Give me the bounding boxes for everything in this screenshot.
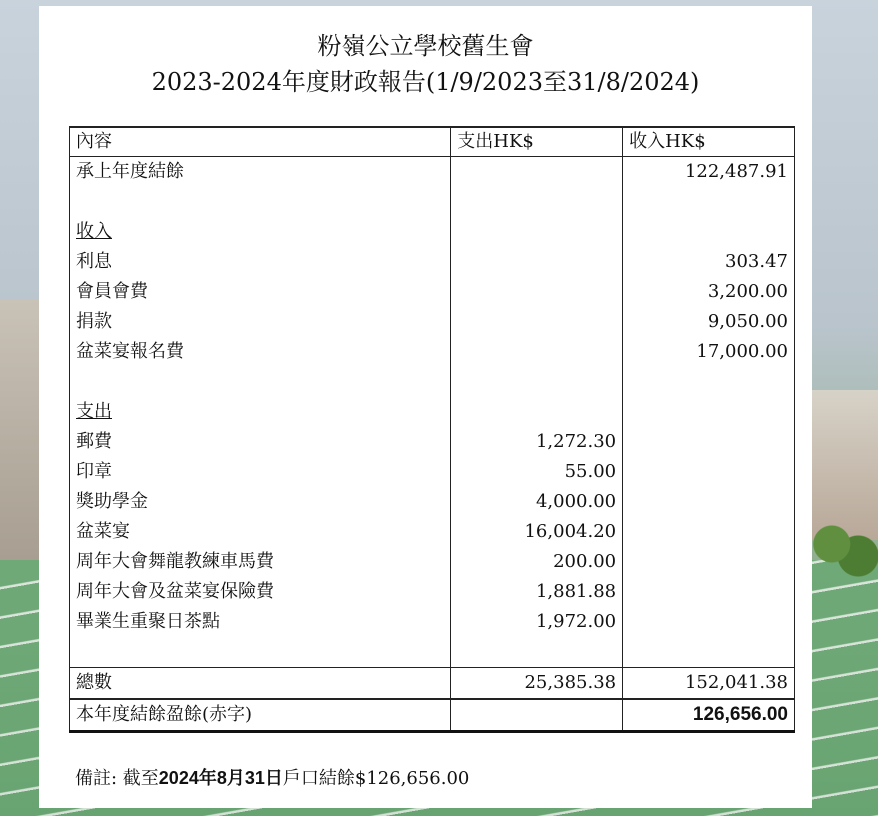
section-heading-row [70,217,795,247]
table-row [70,337,795,367]
header-item: 內容 [70,127,451,157]
table-row [70,427,795,457]
table-row [70,547,795,577]
row-expense: 1,272.30 [451,427,623,457]
row-income: 9,050.00 [623,307,795,337]
table-row [70,607,795,637]
note-suffix: 戶口結餘$126,656.00 [282,768,470,789]
row-expense: 16,004.20 [451,517,623,547]
section-heading-row [70,397,795,427]
report-document [39,6,812,808]
surplus-income: 126,656.00 [623,699,795,732]
row-expense [451,157,623,188]
background-trees [812,520,878,580]
header-expense: 支出HK$ [451,127,623,157]
table-row [70,307,795,337]
row-label: 盆菜宴 [70,517,451,547]
income-heading: 收入 [70,217,451,247]
row-income: 303.47 [623,247,795,277]
expense-heading: 支出 [70,397,451,427]
row-expense: 4,000.00 [451,487,623,517]
row-label: 周年大會舞龍教練車馬費 [70,547,451,577]
table-row [70,277,795,307]
row-label: 承上年度結餘 [70,157,451,188]
total-row [70,668,795,700]
total-expense: 25,385.38 [451,668,623,700]
surplus-expense [451,699,623,732]
spacer-row [70,187,795,217]
spacer-row [70,367,795,397]
total-income: 152,041.38 [623,668,795,700]
row-label: 盆菜宴報名費 [70,337,451,367]
row-label: 捐款 [70,307,451,337]
surplus-label: 本年度結餘盈餘(赤字) [70,699,451,732]
row-income: 17,000.00 [623,337,795,367]
spacer-row [70,637,795,668]
table-row [70,577,795,607]
table-header-row [70,127,795,157]
table-row [70,247,795,277]
table-row [70,487,795,517]
row-label: 郵費 [70,427,451,457]
header-income: 收入HK$ [623,127,795,157]
remark-note [75,764,469,790]
note-date: 2024年8月31日 [158,768,283,788]
total-label: 總數 [70,668,451,700]
background-building-left [0,300,40,560]
row-label: 獎助學金 [70,487,451,517]
background-building-right [812,390,878,540]
row-income: 122,487.91 [623,157,795,188]
report-subtitle: 2023-2024年度財政報告(1/9/2023至31/8/2024) [151,68,700,96]
table-row [70,517,795,547]
row-label: 會員會費 [70,277,451,307]
row-expense: 1,881.88 [451,577,623,607]
table-row [70,457,795,487]
note-prefix: 備註: 截至 [75,768,159,789]
row-label: 利息 [70,247,451,277]
row-expense: 55.00 [451,457,623,487]
row-income: 3,200.00 [623,277,795,307]
surplus-row [70,699,795,732]
row-label: 周年大會及盆菜宴保險費 [70,577,451,607]
row-expense: 200.00 [451,547,623,577]
row-expense: 1,972.00 [451,607,623,637]
report-title: 粉嶺公立學校舊生會 [317,32,534,60]
table-row [70,157,795,188]
financial-table [69,126,795,733]
row-label: 印章 [70,457,451,487]
row-label: 畢業生重聚日茶點 [70,607,451,637]
